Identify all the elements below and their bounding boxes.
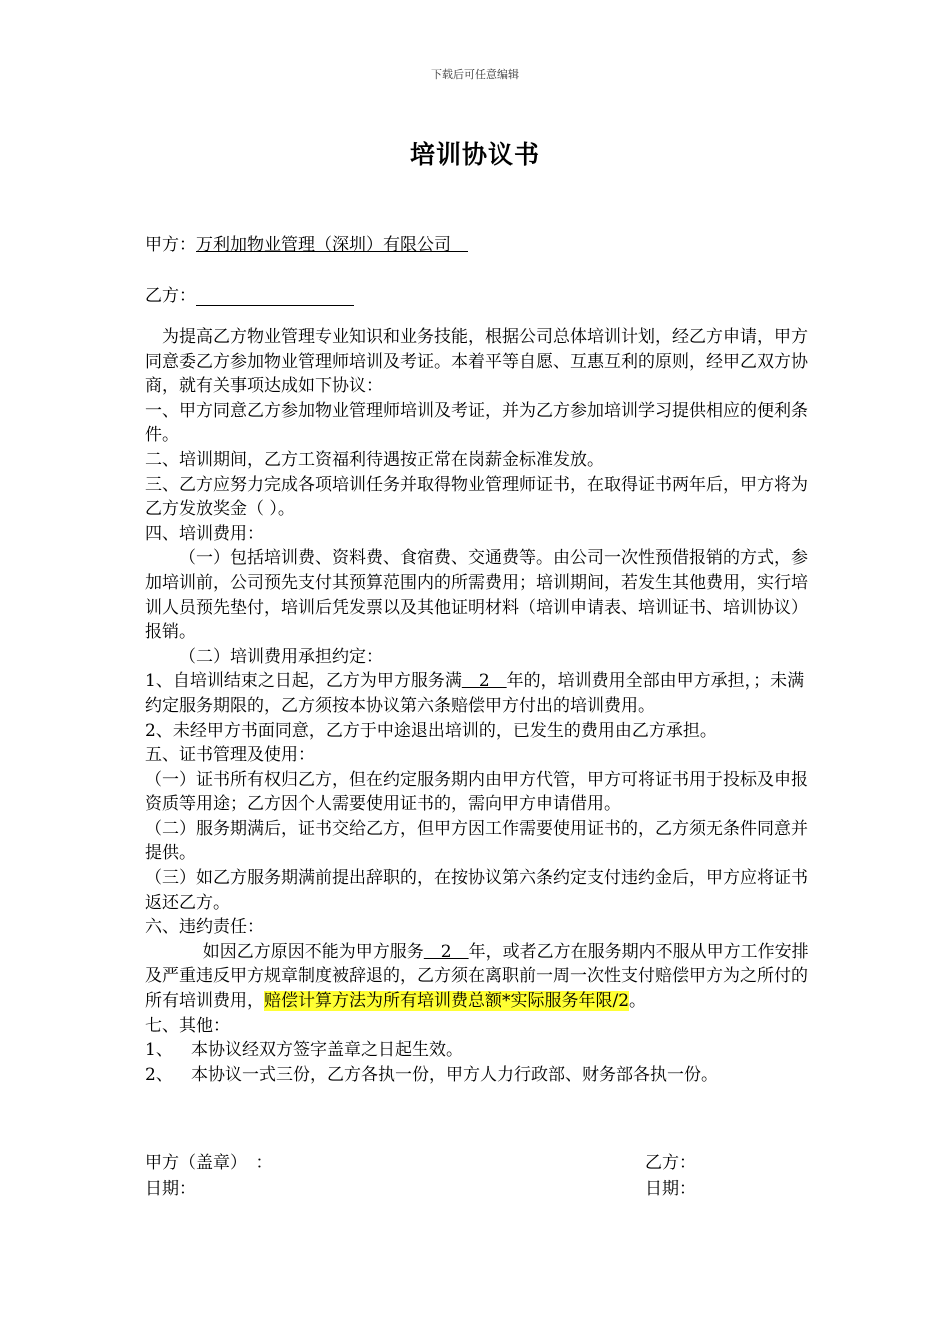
clause-5-heading: 五、证书管理及使用： <box>145 745 315 766</box>
clause-4-1: （一）包括培训费、资料费、食宿费、交通费等。由公司一次性预借报销的方式，参加培训前，公司预先支付其预算范围内的所需费用；培训期间，若发生其他费用，实行培训人员预先垫付，培训后凭发票以及其他证明材料（培训申请表、培训证书、培训协议）报销。 <box>145 548 808 643</box>
clause-7-heading: 七、其他： <box>145 1015 230 1036</box>
party-b <box>145 281 354 306</box>
clause-1: 一、甲方同意乙方参加物业管理师培训及考证，并为乙方参加培训学习提供相应的便利条件。 <box>145 400 808 446</box>
clause-2: 二、培训期间，乙方工资福利待遇按正常在岗薪金标准发放。 <box>145 449 604 470</box>
header-note: 下载后可任意编辑 <box>431 68 519 81</box>
service-years-field-2: 2 <box>423 941 469 962</box>
clause-6-end: 。 <box>629 991 647 1012</box>
clause-7-1-text: 本协议经双方签字盖章之日起生效。 <box>191 1040 463 1061</box>
clause-4-2-heading: （二）培训费用承担约定： <box>179 646 383 667</box>
party-a-date-label: 日期： <box>145 1179 196 1199</box>
clause-5-3: （三）如乙方服务期满前提出辞职的，在按协议第六条约定支付违约金后，甲方应将证书返还乙方。 <box>145 868 808 913</box>
signature-party-a <box>145 1150 273 1202</box>
party-a <box>145 230 468 255</box>
highlighted-formula: 赔偿计算方法为所有培训费总额*实际服务年限/2 <box>264 991 630 1012</box>
party-b-date-label: 日期： <box>645 1179 696 1199</box>
clause-7-2-text: 本协议一式三份，乙方各执一份，甲方人力行政部、财务部各执一份。 <box>191 1064 718 1085</box>
party-a-seal-label: 甲方（盖章） ： <box>145 1153 273 1173</box>
document-title: 培训协议书 <box>409 140 540 169</box>
agreement-body <box>145 325 810 1087</box>
clause-4-heading: 四、培训费用： <box>145 523 264 544</box>
clause-6-mid: 年，或者乙方在服务期内不服从甲方工作安排及严重违反甲方规章制度被辞退的，乙方须在离职前一周一次性支付赔偿甲方为之所付的所有培训费用， <box>145 941 809 1012</box>
clause-6-heading: 六、违约责任： <box>145 917 264 938</box>
party-b-label: 乙方： <box>145 286 196 306</box>
signature-party-b <box>645 1150 696 1202</box>
party-a-name: 万利加物业管理（深圳）有限公司 <box>196 235 451 255</box>
intro-paragraph: 为提高乙方物业管理专业知识和业务技能，根据公司总体培训计划，经乙方申请，甲方同意委乙方参加物业管理师培训及考证。本着平等自愿、互惠互利的原则，经甲乙双方协商，就有关事项达成如下协议： <box>145 327 808 397</box>
clause-7-2-number: 2、 <box>145 1064 173 1085</box>
party-a-underline-tail <box>451 235 468 255</box>
clause-3: 三、乙方应努力完成各项培训任务并取得物业管理师证书，在取得证书两年后，甲方将为乙方发放奖金（ ）。 <box>145 474 808 520</box>
clause-4-2-2: 2、未经甲方书面同意，乙方于中途退出培训的，已发生的费用由乙方承担。 <box>145 720 717 741</box>
party-a-label: 甲方： <box>145 235 196 255</box>
service-years-field: 2 <box>461 671 507 692</box>
clause-6-body <box>145 940 810 1014</box>
party-b-sign-label: 乙方： <box>645 1153 696 1173</box>
clause-5-1: （一）证书所有权归乙方，但在约定服务期内由甲方代管，甲方可将证书用于投标及申报资质等用途；乙方因个人需要使用证书的，需向甲方申请借用。 <box>145 769 808 815</box>
clause-4-2-1-pre: 1、自培训结束之日起，乙方为甲方服务满 <box>145 671 462 692</box>
clause-4-2-1-post: 年的，培训费用全部由甲方承担，；未满约定服务期限的，乙方须按本协议第六条赔偿甲方付出的培训费用。 <box>145 671 805 716</box>
clause-5-2: （二）服务期满后，证书交给乙方，但甲方因工作需要使用证书的，乙方须无条件同意并提供。 <box>145 818 808 864</box>
clause-7-1-number: 1、 <box>145 1040 173 1061</box>
party-b-blank <box>196 287 354 306</box>
clause-7-2 <box>145 1063 810 1088</box>
clause-6-pre: 如因乙方原因不能为甲方服务 <box>202 941 424 962</box>
clause-4-2-1 <box>145 669 810 718</box>
clause-7-1 <box>145 1038 810 1063</box>
